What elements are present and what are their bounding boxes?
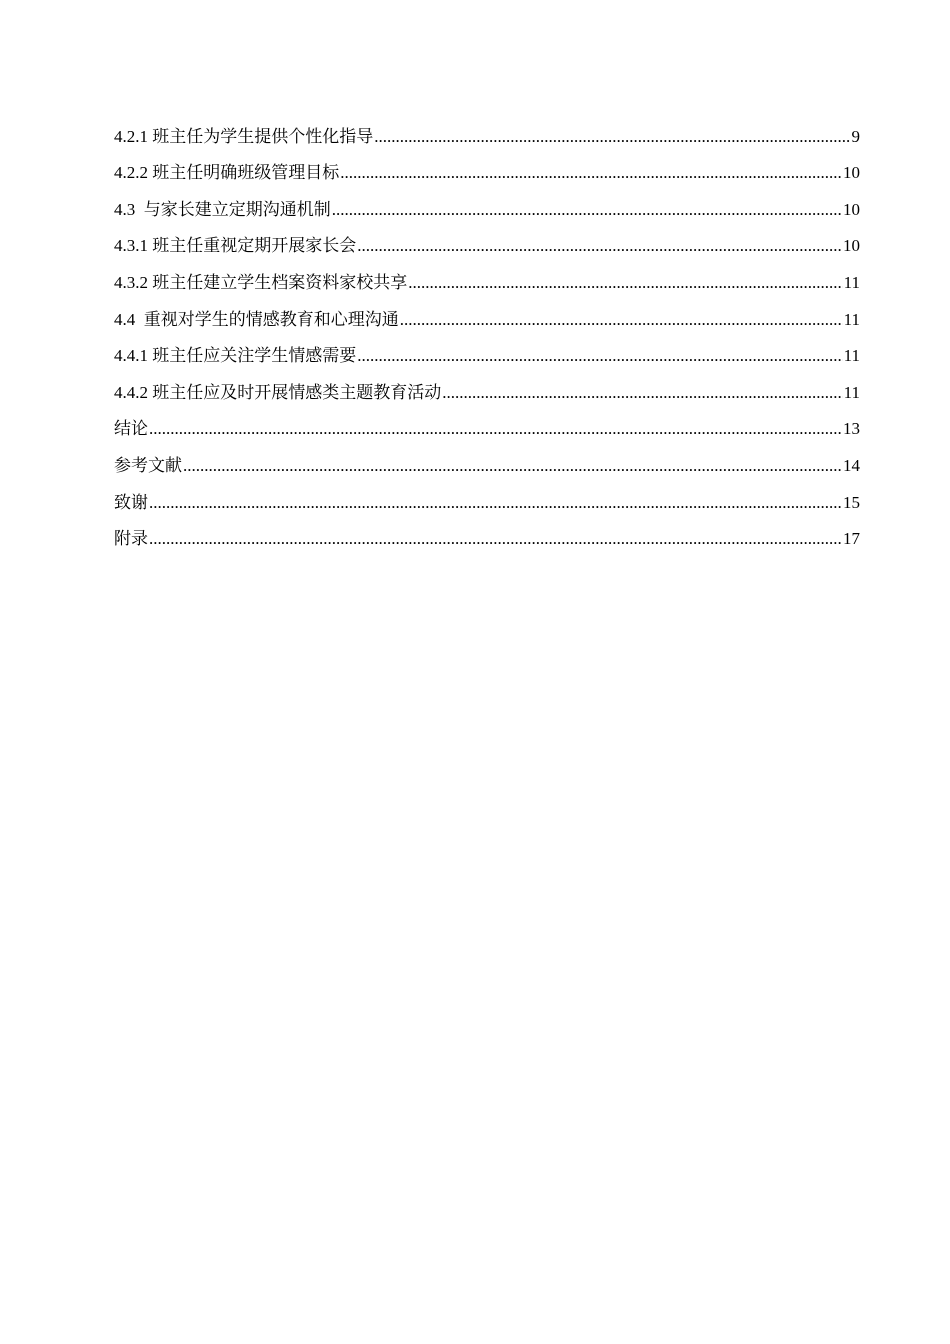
toc-entry-title: 4.4.1 班主任应关注学生情感需要: [114, 346, 357, 366]
toc-entry-page: 10: [843, 163, 860, 183]
toc-entry[interactable]: [114, 293, 860, 330]
toc-dot-leader: [149, 529, 842, 549]
toc-dot-leader: [374, 127, 850, 147]
toc-entry-page: 11: [843, 272, 860, 292]
toc-dot-leader: [332, 200, 842, 220]
toc-entry[interactable]: [114, 183, 860, 220]
toc-entry-page: 11: [843, 309, 860, 329]
toc-entry[interactable]: [114, 220, 860, 257]
toc-dot-leader: [357, 346, 842, 366]
toc-entry-title: 4.4 重视对学生的情感教育和心理沟通: [114, 309, 399, 329]
toc-entry-page: 14: [843, 455, 860, 475]
toc-entry-title: 4.3 与家长建立定期沟通机制: [114, 199, 331, 219]
toc-entry-page: 11: [843, 382, 860, 402]
toc-entry-page: 10: [843, 199, 860, 219]
toc-entry-title: 致谢: [114, 492, 148, 512]
toc-entry[interactable]: [114, 147, 860, 184]
toc-entry[interactable]: [114, 256, 860, 293]
toc-entry-title: 参考文献: [114, 455, 182, 475]
toc-dot-leader: [408, 273, 842, 293]
toc-dot-leader: [183, 456, 842, 476]
toc-entry-title: 4.3.1 班主任重视定期开展家长会: [114, 236, 357, 256]
toc-dot-leader: [400, 310, 843, 330]
toc-entry[interactable]: [114, 439, 860, 476]
toc-entry[interactable]: [114, 513, 860, 550]
toc-entry[interactable]: [114, 403, 860, 440]
toc-dot-leader: [357, 236, 842, 256]
toc-entry-page: 11: [843, 346, 860, 366]
toc-dot-leader: [149, 419, 842, 439]
toc-dot-leader: [442, 383, 842, 403]
toc-dot-leader: [149, 493, 842, 513]
toc-entry-title: 4.2.2 班主任明确班级管理目标: [114, 163, 340, 183]
toc-entry-page: 15: [843, 492, 860, 512]
toc-entry-page: 13: [843, 419, 860, 439]
toc-entry[interactable]: [114, 110, 860, 147]
toc-entry-page: 17: [843, 529, 860, 549]
toc-entry-page: 9: [851, 126, 860, 146]
toc-entry-title: 结论: [114, 419, 148, 439]
toc-entry-title: 4.3.2 班主任建立学生档案资料家校共享: [114, 272, 408, 292]
toc-dot-leader: [340, 163, 842, 183]
toc-entry-page: 10: [843, 236, 860, 256]
table-of-contents: [114, 110, 860, 549]
toc-entry[interactable]: [114, 330, 860, 367]
toc-entry-title: 附录: [114, 529, 148, 549]
toc-entry-title: 4.2.1 班主任为学生提供个性化指导: [114, 126, 374, 146]
toc-entry[interactable]: [114, 476, 860, 513]
toc-entry-title: 4.4.2 班主任应及时开展情感类主题教育活动: [114, 382, 442, 402]
toc-entry[interactable]: [114, 366, 860, 403]
